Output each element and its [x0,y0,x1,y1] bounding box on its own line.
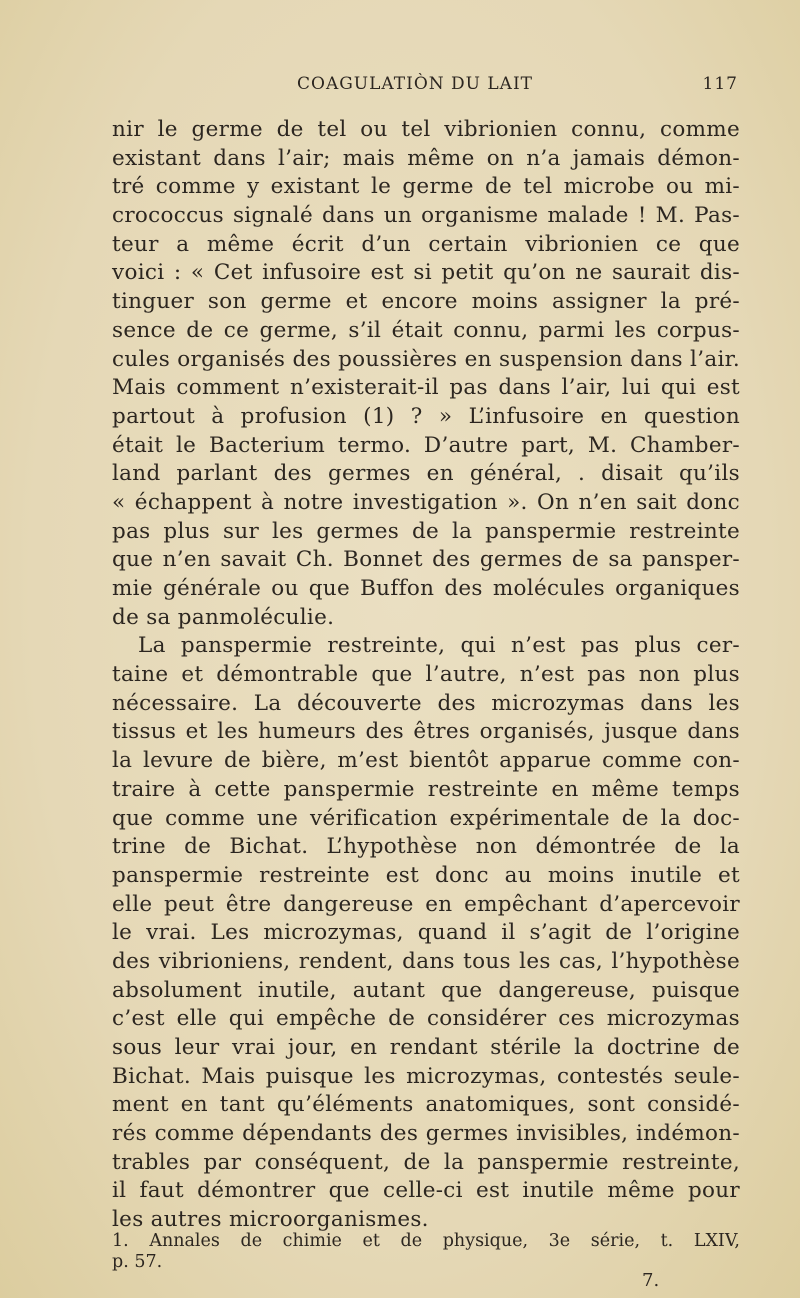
text-line: partout à profusion (1) ? » L’infusoire en question [112,403,740,429]
signature-mark: 7. [642,1270,660,1291]
text-line: teur a même écrit d’un certain vibrionien ce que [112,231,740,257]
text-line: les autres microorganismes. [112,1207,429,1233]
text-line: de sa panmoléculie. [112,604,335,630]
text-line: elle peut être dangereuse en empêchant d’apercevoir [112,891,740,917]
text-line: il faut démontrer que celle-ci est inutile même pour [112,1178,740,1204]
text-line: nir le germe de tel ou tel vibrionien connu, comme [112,117,740,142]
text-line: pas plus sur les germes de la panspermie restreinte [112,518,740,544]
text-line: taine et démontrable que l’autre, n’est pas non plus [112,662,740,688]
footnote [112,1231,740,1273]
text-line: cules organisés des poussières en suspension dans l’air. [112,346,740,372]
text-line: nécessaire. La découverte des microzymas dans les [112,690,740,716]
text-line: sous leur vrai jour, en rendant stérile la doctrine de [112,1035,740,1060]
footnote-line: 1. Annales de chimie et de physique, 3e série, t. LXIV, [112,1231,740,1251]
chapter-title: COAGULATIÒN DU LAIT [297,74,534,94]
text-line: tré comme y existant le germe de tel microbe ou mi- [112,174,740,200]
text-line: « échappent à notre investigation ». On n’en sait donc [112,489,740,515]
text-line: Mais comment n’existerait-il pas dans l’air, lui qui est [112,375,740,401]
text-line: ment en tant qu’éléments anatomiques, sont considé- [112,1092,740,1118]
text-line: trables par conséquent, de la panspermie restreinte, [112,1149,740,1175]
text-line: land parlant des germes en général, . disait qu’ils [112,461,740,487]
text-line: La panspermie restreinte, qui n’est pas plus cer- [138,633,740,659]
text-line: était le Bacterium termo. D’autre part, M. Chamber- [112,432,740,458]
text-line: Bichat. Mais puisque les microzymas, contestés seule- [112,1063,740,1089]
text-line: traire à cette panspermie restreinte en même temps [112,776,740,802]
text-line: existant dans l’air; mais même on n’a jamais démon- [112,145,740,171]
text-line: le vrai. Les microzymas, quand il s’agit de l’origine [112,920,740,946]
text-line: que n’en savait Ch. Bonnet des germes de sa pansper- [112,547,740,573]
text-line: la levure de bière, m’est bientôt apparue comme con- [112,748,740,774]
running-header [112,74,740,102]
text-line: rés comme dépendants des germes invisibles, indémon- [112,1121,740,1147]
text-line: trine de Bichat. L’hypothèse non démontrée de la [112,834,740,860]
text-line: tinguer son germe et encore moins assigner la pré- [112,289,740,315]
text-line: voici : « Cet infusoire est si petit qu’on ne saurait dis- [112,260,740,286]
text-line: tissus et les humeurs des êtres organisés, jusque dans [112,719,740,745]
text-line: c’est elle qui empêche de considérer ces microzymas [112,1006,740,1032]
footnote-line: p. 57. [112,1252,163,1272]
text-line: que comme une vérification expérimentale de la doc- [112,805,740,831]
text-line: crococcus signalé dans un organisme malade ! M. Pas- [112,203,740,229]
text-line: panspermie restreinte est donc au moins inutile et [112,862,740,888]
text-line: absolument inutile, autant que dangereuse, puisque [112,977,740,1003]
text-line: des vibrioniens, rendent, dans tous les cas, l’hypothèse [112,948,740,974]
text-line: mie générale ou que Buffon des molécules organiques [112,576,740,601]
body-text [112,116,740,1235]
page-number: 117 [702,74,738,94]
text-line: sence de ce germe, s’il était connu, parmi les corpus- [112,317,740,343]
